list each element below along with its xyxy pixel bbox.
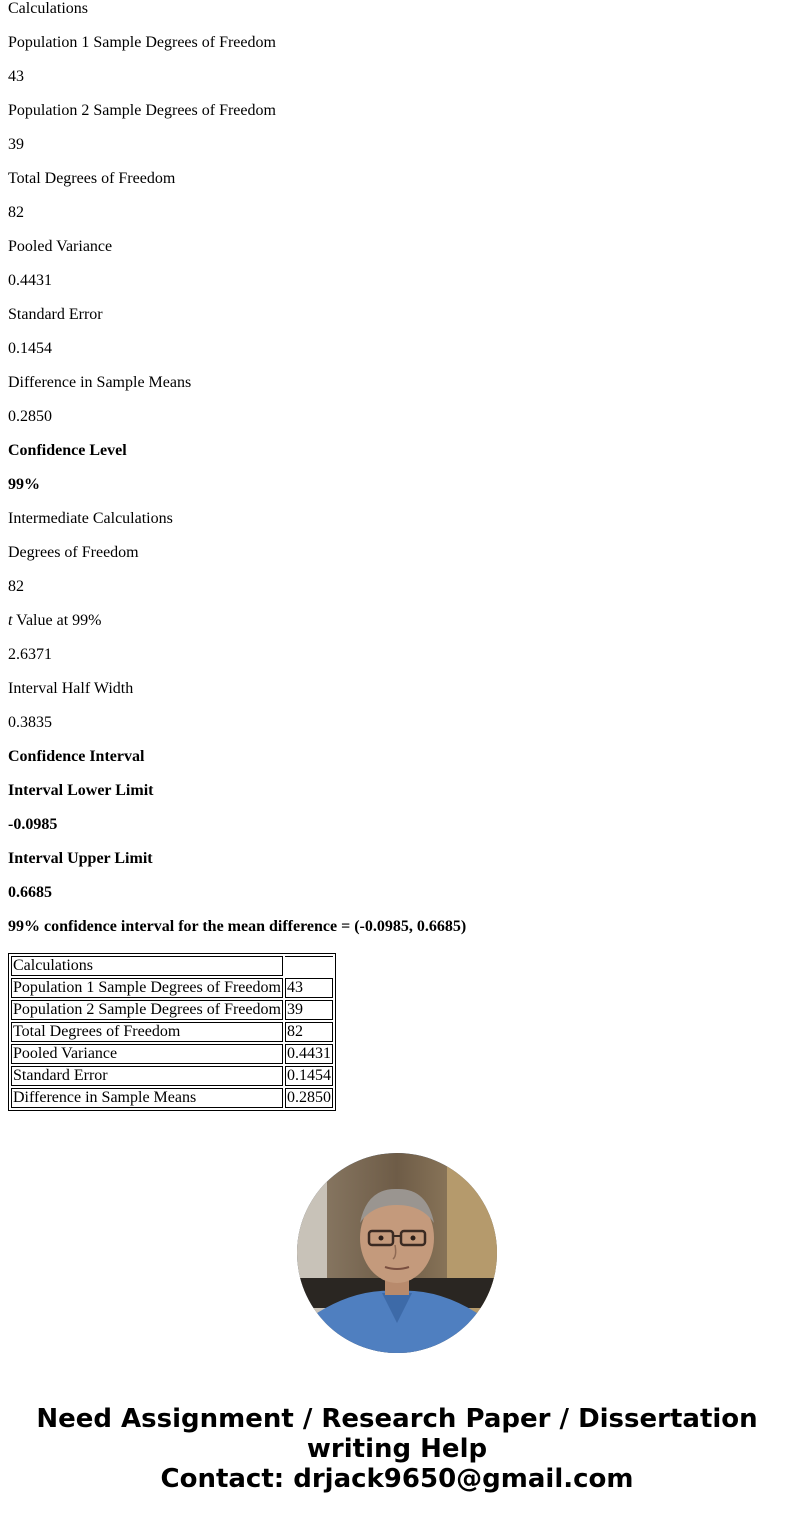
calculations-heading: Calculations xyxy=(8,0,88,17)
table-value-cell: 39 xyxy=(285,1000,333,1020)
lower-limit-label: Interval Lower Limit xyxy=(8,782,154,799)
table-value-cell: 82 xyxy=(285,1022,333,1042)
table-value-cell: 0.1454 xyxy=(286,1067,331,1084)
table-row xyxy=(11,978,333,998)
table-label-cell: Total Degrees of Freedom xyxy=(11,1022,283,1042)
table-row xyxy=(11,1000,333,1020)
avatar xyxy=(297,1153,497,1353)
total-df-label: Total Degrees of Freedom xyxy=(8,170,176,187)
table-row xyxy=(11,1066,333,1086)
intermediate-heading: Intermediate Calculations xyxy=(8,510,173,527)
table-row xyxy=(11,956,333,976)
df-label: Degrees of Freedom xyxy=(8,544,139,561)
pooled-variance-label: Pooled Variance xyxy=(8,238,113,255)
df-value: 82 xyxy=(8,578,24,595)
total-df-value: 82 xyxy=(8,204,24,221)
mean-difference-label: Difference in Sample Means xyxy=(8,374,192,391)
table-empty-cell xyxy=(285,956,333,976)
table-label-cell: Population 1 Sample Degrees of Freedom xyxy=(13,979,281,996)
upper-limit-value: 0.6685 xyxy=(8,884,52,901)
pooled-variance-value: 0.4431 xyxy=(8,272,52,289)
banner-line-2: writing Help xyxy=(306,1434,488,1464)
confidence-level-value: 99% xyxy=(8,476,40,493)
lower-limit-value: -0.0985 xyxy=(8,816,58,833)
half-width-label: Interval Half Width xyxy=(8,680,134,697)
pop2-df-label: Population 2 Sample Degrees of Freedom xyxy=(8,102,276,119)
confidence-interval-heading: Confidence Interval xyxy=(8,748,145,765)
upper-limit-label: Interval Upper Limit xyxy=(8,850,153,867)
table-row xyxy=(11,1088,333,1108)
contact-banner xyxy=(0,1404,794,1494)
confidence-level-label: Confidence Level xyxy=(8,442,127,459)
mean-difference-value: 0.2850 xyxy=(8,408,52,425)
table-row xyxy=(11,1022,333,1042)
table-heading-cell: Calculations xyxy=(11,956,283,976)
table-value-cell: 0.4431 xyxy=(286,1045,331,1062)
t-value: 2.6371 xyxy=(8,646,52,663)
table-value-cell: 0.2850 xyxy=(286,1089,331,1106)
pop2-df-value: 39 xyxy=(8,136,24,153)
banner-line-1: Need Assignment / Research Paper / Dissertation xyxy=(36,1404,758,1434)
table-label-cell: Standard Error xyxy=(11,1066,283,1086)
ci-statement: 99% confidence interval for the mean difference = (-0.0985, 0.6685) xyxy=(8,918,467,935)
pop1-df-label: Population 1 Sample Degrees of Freedom xyxy=(8,34,276,51)
t-value-label xyxy=(8,612,788,646)
contact-email: Contact: drjack9650@gmail.com xyxy=(160,1464,634,1494)
standard-error-label: Standard Error xyxy=(8,306,103,323)
table-label-cell: Difference in Sample Means xyxy=(11,1088,283,1108)
pop1-df-value: 43 xyxy=(8,68,24,85)
t-symbol: t xyxy=(8,612,13,629)
standard-error-value: 0.1454 xyxy=(8,340,52,357)
table-value-cell: 43 xyxy=(285,978,333,998)
table-label-cell: Population 2 Sample Degrees of Freedom xyxy=(13,1001,281,1018)
calculations-table xyxy=(8,953,336,1111)
half-width-value: 0.3835 xyxy=(8,714,52,731)
person-portrait-icon xyxy=(297,1153,497,1353)
document-body xyxy=(8,0,788,952)
t-label-text: Value at 99% xyxy=(12,612,102,629)
table-row xyxy=(11,1044,333,1064)
table-label-cell: Pooled Variance xyxy=(11,1044,283,1064)
